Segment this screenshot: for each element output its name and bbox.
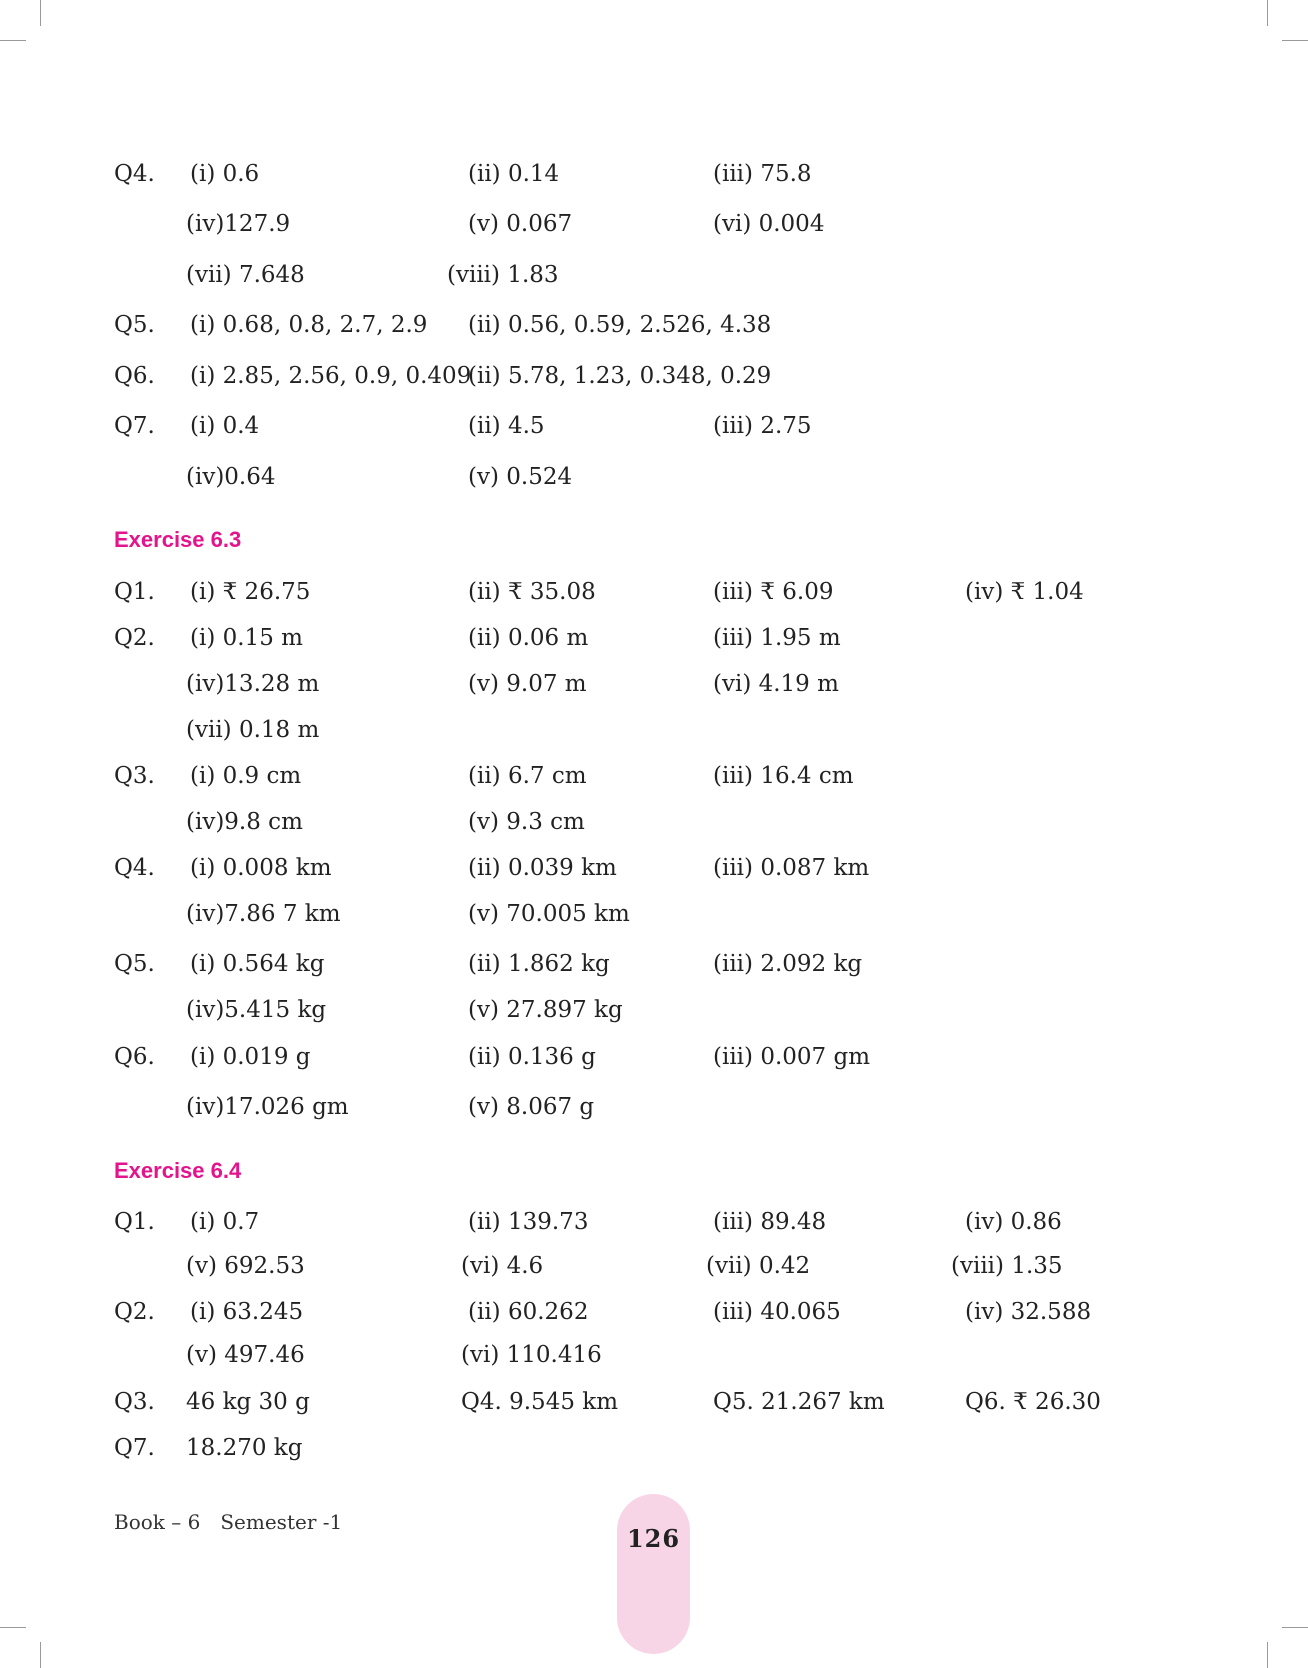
answer-item: (i) 0.7 xyxy=(190,1209,260,1235)
crop-mark-bottom-left-v xyxy=(40,1642,41,1668)
page-number-tab xyxy=(617,1494,690,1654)
answer-item: (i) 0.4 xyxy=(190,413,260,439)
crop-mark-top-right-h xyxy=(1282,40,1308,41)
footer-book: Book – 6 xyxy=(114,1510,201,1534)
answer-item: (i) ₹ 26.75 xyxy=(190,579,311,605)
answer-item: (iii) 40.065 xyxy=(713,1299,841,1325)
answer-item: (i) 63.245 xyxy=(190,1299,304,1325)
answer-row xyxy=(0,1428,1308,1468)
answer-item: (ii) 0.14 xyxy=(468,161,560,187)
answer-item: (iv) 0.86 xyxy=(965,1209,1062,1235)
answer-row xyxy=(0,572,1308,612)
answer-item: Q5. 21.267 km xyxy=(713,1389,885,1415)
answer-row xyxy=(0,1246,1308,1286)
answer-item: (iv)127.9 xyxy=(186,211,291,237)
answer-item: (vii) 0.42 xyxy=(706,1253,811,1279)
answer-item: (iv)0.64 xyxy=(186,464,276,490)
answer-item: (viii) 1.35 xyxy=(951,1253,1063,1279)
answer-item: (iv) ₹ 1.04 xyxy=(965,579,1084,605)
answer-item: (vi) 110.416 xyxy=(461,1342,602,1368)
answer-item: (iii) 89.48 xyxy=(713,1209,827,1235)
answer-row xyxy=(0,305,1308,345)
crop-mark-bottom-right-v xyxy=(1267,1642,1268,1668)
answer-item: (v) 70.005 km xyxy=(468,901,630,927)
answer-row xyxy=(0,848,1308,888)
question-number: Q7. xyxy=(114,413,155,439)
answer-item: (i) 2.85, 2.56, 0.9, 0.409 xyxy=(190,363,472,389)
answer-item: 18.270 kg xyxy=(186,1435,303,1461)
answer-row xyxy=(0,618,1308,658)
answer-item: (ii) 0.039 km xyxy=(468,855,617,881)
answer-item: Q4. 9.545 km xyxy=(461,1389,619,1415)
answer-item: (vi) 0.004 xyxy=(713,211,825,237)
question-number: Q1. xyxy=(114,1209,155,1235)
answer-item: (v) 9.07 m xyxy=(468,671,587,697)
crop-mark-top-left-v xyxy=(40,0,41,26)
answer-item: (ii) 0.136 g xyxy=(468,1044,596,1070)
answer-item: (i) 0.564 kg xyxy=(190,951,325,977)
answer-row xyxy=(0,457,1308,497)
answer-row xyxy=(0,356,1308,396)
answer-row xyxy=(0,1037,1308,1077)
footer-semester: Semester -1 xyxy=(220,1510,343,1534)
answer-item: (v) 692.53 xyxy=(186,1253,305,1279)
crop-mark-top-left-h xyxy=(0,40,26,41)
answer-row xyxy=(0,802,1308,842)
answer-item: (iii) 75.8 xyxy=(713,161,812,187)
answer-item: (ii) 0.56, 0.59, 2.526, 4.38 xyxy=(468,312,772,338)
answer-row xyxy=(0,664,1308,704)
question-number: Q4. xyxy=(114,161,155,187)
answer-item: (i) 0.68, 0.8, 2.7, 2.9 xyxy=(190,312,428,338)
crop-mark-bottom-right-h xyxy=(1282,1627,1308,1628)
answer-item: (iv)9.8 cm xyxy=(186,809,303,835)
answer-item: 46 kg 30 g xyxy=(186,1389,310,1415)
answer-item: (ii) 60.262 xyxy=(468,1299,589,1325)
answer-row xyxy=(0,154,1308,194)
answer-row xyxy=(0,894,1308,934)
answer-row xyxy=(0,406,1308,446)
answer-row xyxy=(0,1335,1308,1375)
question-number: Q5. xyxy=(114,312,155,338)
page-footer xyxy=(114,1508,342,1536)
answer-item: (v) 0.067 xyxy=(468,211,573,237)
question-number: Q1. xyxy=(114,579,155,605)
answer-item: (vi) 4.19 m xyxy=(713,671,839,697)
answer-row xyxy=(0,710,1308,750)
question-number: Q3. xyxy=(114,763,155,789)
answer-item: (ii) 5.78, 1.23, 0.348, 0.29 xyxy=(468,363,772,389)
question-number: Q4. xyxy=(114,855,155,881)
answer-row xyxy=(0,990,1308,1030)
answer-row xyxy=(0,1202,1308,1242)
answer-row xyxy=(0,1382,1308,1422)
answer-item: (ii) 139.73 xyxy=(468,1209,589,1235)
question-number: Q2. xyxy=(114,625,155,651)
answer-item: (iv)13.28 m xyxy=(186,671,320,697)
answer-item: (iii) 0.087 km xyxy=(713,855,870,881)
answer-item: (v) 9.3 cm xyxy=(468,809,585,835)
answer-item: (iii) 0.007 gm xyxy=(713,1044,871,1070)
answer-item: Q6. ₹ 26.30 xyxy=(965,1389,1101,1415)
section-title: Exercise 6.3 xyxy=(114,527,242,552)
answer-item: (viii) 1.83 xyxy=(447,262,559,288)
crop-mark-top-right-v xyxy=(1267,0,1268,26)
answer-row xyxy=(0,204,1308,244)
answer-item: (ii) 4.5 xyxy=(468,413,545,439)
answer-item: (iii) 16.4 cm xyxy=(713,763,854,789)
answer-item: (i) 0.008 km xyxy=(190,855,332,881)
answer-item: (vii) 7.648 xyxy=(186,262,305,288)
answer-item: (v) 497.46 xyxy=(186,1342,305,1368)
answer-row xyxy=(0,756,1308,796)
answer-item: (iv) 32.588 xyxy=(965,1299,1092,1325)
question-number: Q3. xyxy=(114,1389,155,1415)
answer-item: (iii) 2.75 xyxy=(713,413,812,439)
answer-item: (ii) 0.06 m xyxy=(468,625,589,651)
answer-row xyxy=(0,1087,1308,1127)
answer-item: (v) 27.897 kg xyxy=(468,997,623,1023)
answer-item: (i) 0.15 m xyxy=(190,625,303,651)
question-number: Q5. xyxy=(114,951,155,977)
answer-item: (ii) 6.7 cm xyxy=(468,763,587,789)
answer-item: (iv)5.415 kg xyxy=(186,997,327,1023)
question-number: Q6. xyxy=(114,363,155,389)
answer-item: (iii) ₹ 6.09 xyxy=(713,579,834,605)
answer-item: (i) 0.9 cm xyxy=(190,763,302,789)
answer-item: (iii) 1.95 m xyxy=(713,625,841,651)
answer-item: (ii) 1.862 kg xyxy=(468,951,610,977)
answer-item: (iii) 2.092 kg xyxy=(713,951,863,977)
answer-item: (iv)17.026 gm xyxy=(186,1094,349,1120)
question-number: Q6. xyxy=(114,1044,155,1070)
answer-row xyxy=(0,255,1308,295)
answer-item: (iv)7.86 7 km xyxy=(186,901,341,927)
answer-row xyxy=(0,944,1308,984)
page-number: 126 xyxy=(626,1524,681,1553)
question-number: Q2. xyxy=(114,1299,155,1325)
answer-item: (v) 0.524 xyxy=(468,464,573,490)
answer-item: (v) 8.067 g xyxy=(468,1094,595,1120)
answer-item: (ii) ₹ 35.08 xyxy=(468,579,596,605)
answer-row xyxy=(0,1292,1308,1332)
answer-item: (vi) 4.6 xyxy=(461,1253,544,1279)
answer-item: (i) 0.019 g xyxy=(190,1044,311,1070)
answer-item: (i) 0.6 xyxy=(190,161,260,187)
section-title: Exercise 6.4 xyxy=(114,1158,242,1183)
answer-item: (vii) 0.18 m xyxy=(186,717,320,743)
question-number: Q7. xyxy=(114,1435,155,1461)
crop-mark-bottom-left-h xyxy=(0,1627,26,1628)
